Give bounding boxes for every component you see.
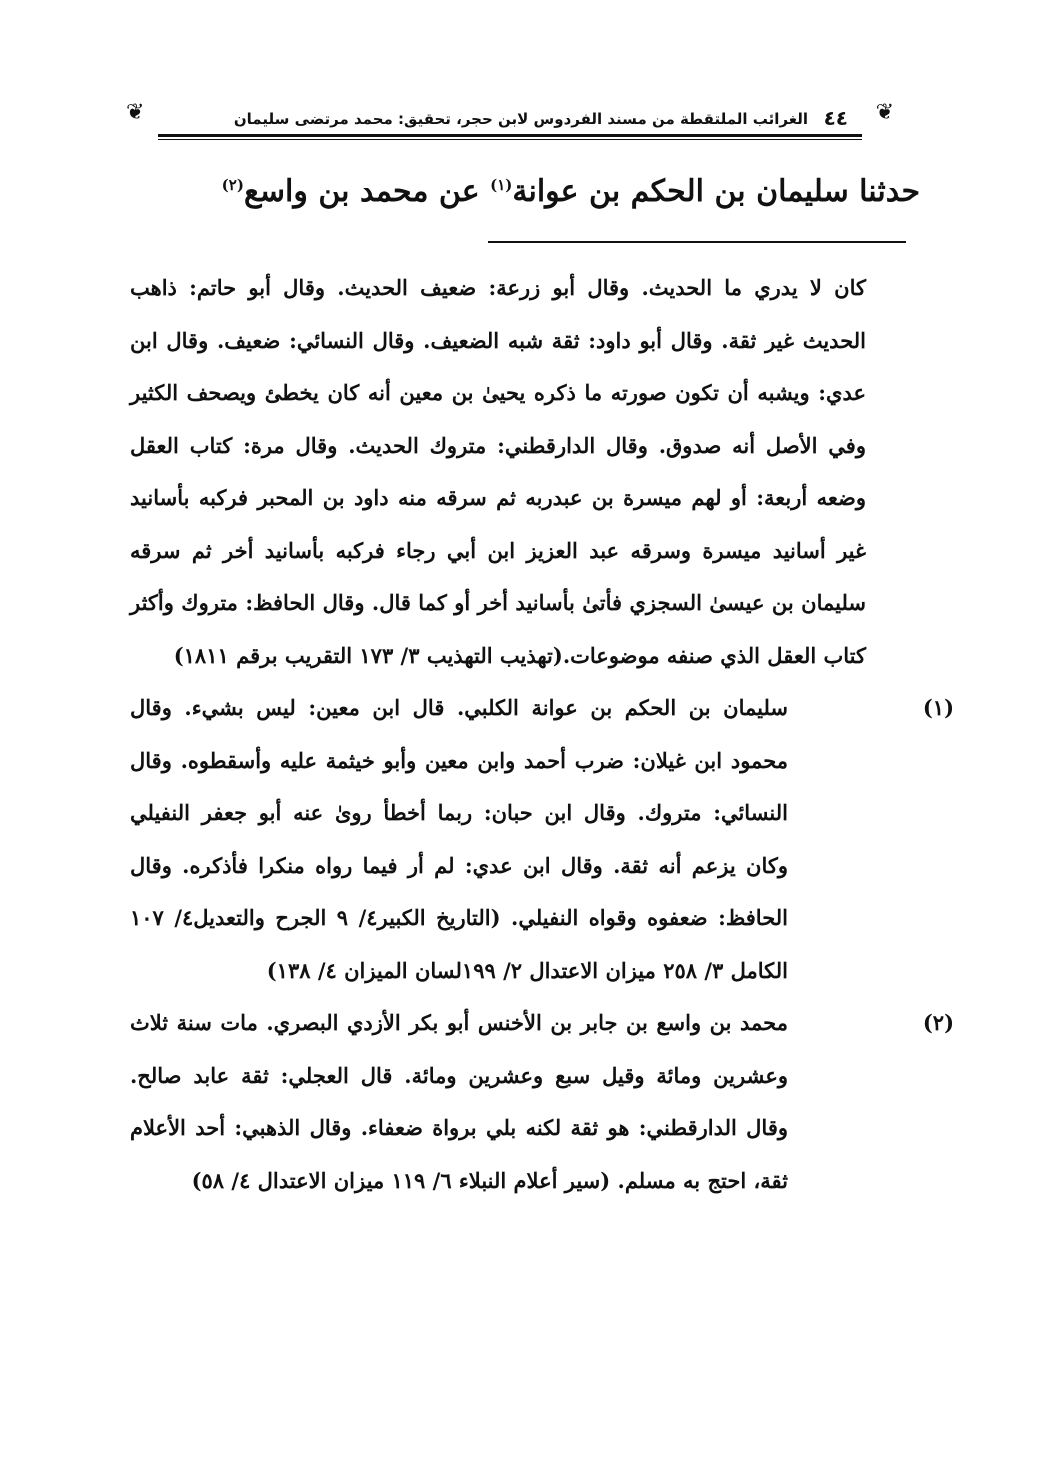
footnote-separator bbox=[488, 241, 906, 243]
footnotes-section bbox=[130, 262, 954, 1207]
page-number: ٤٤ bbox=[823, 106, 848, 130]
main-text-part1: حدثنا سليمان بن الحكم بن عوانة bbox=[512, 174, 920, 209]
main-text-line bbox=[120, 158, 920, 219]
footnote-ref-1[interactable]: (١) bbox=[490, 176, 513, 194]
footnote-continuation: كان لا يدري ما الحديث. وقال أبو زرعة: ضعيف الحديث. وقال أبو حاتم: ذاهب الحديث غير ثقة. وقال أبو داود: ثقة شبه الضعيف. وقال النسائي: ضعيف. وقال ابن عدي: ويشبه أن تكون صورته ما ذكره يحيىٰ بن معين أنه كان يخطئ ويصحف الكثير وفي الأصل أنه صدوق. وقال الدارقطني: متروك الحديث. وقال مرة: كتاب العقل وضعه أربعة: أو لهم ميسرة بن عبدربه ثم سرقه منه داود بن المحبر فركبه بأسانيد غير أسانيد ميسرة وسرقه عبد العزيز ابن أبي رجاء فركبه بأسانيد أخر ثم سرقه سليمان بن عيسىٰ السجزي فأتىٰ بأسانيد أخر أو كما قال. وقال الحافظ: متروك وأكثر كتاب العقل الذي صنفه موضوعات.(تهذيب التهذيب ٣/ ١٧٣ التقريب برقم ١٨١١) bbox=[130, 275, 866, 668]
header-rule-thin bbox=[158, 139, 862, 140]
ornament-left-icon: ❦ bbox=[126, 100, 145, 125]
header-title: الغرائب الملتقطة من مسند الفردوس لابن حجر، تحقيق: محمد مرتضى سليمان bbox=[233, 110, 808, 128]
main-text-part2: عن محمد بن واسع bbox=[243, 174, 491, 209]
footnote-number: (٢) bbox=[922, 1010, 954, 1035]
footnote-ref-2[interactable]: (٢) bbox=[221, 176, 244, 194]
footnote-text: سليمان بن الحكم بن عوانة الكلبي. قال ابن معين: ليس بشيء. وقال محمود ابن غيلان: ضرب أحمد وابن معين وأبو خيثمة عليه وأسقطوه. وقال النسائي: متروك. وقال ابن حبان: ربما أخطأ روىٰ عنه أبو جعفر النفيلي وكان يزعم أنه ثقة. وقال ابن عدي: لم أر فيما رواه منكرا فأذكره. وقال الحافظ: ضعفوه وقواه النفيلي. (التاريخ الكبير٤/ ٩ الجرح والتعديل٤/ ١٠٧ الكامل ٣/ ٢٥٨ ميزان الاعتدال ٢/ ١٩٩لسان الميزان ٤/ ١٣٨) bbox=[130, 695, 788, 983]
footnote-number: (١) bbox=[922, 695, 954, 720]
footnote-2 bbox=[130, 997, 954, 1207]
footnote-text: محمد بن واسع بن جابر بن الأخنس أبو بكر الأزدي البصري. مات سنة ثلاث وعشرين ومائة وقيل سبع وعشرين ومائة. قال العجلي: ثقة عابد صالح. وقال الدارقطني: هو ثقة لكنه بلي برواة ضعفاء. وقال الذهبي: أحد الأعلام ثقة، احتج به مسلم. (سير أعلام النبلاء ٦/ ١١٩ ميزان الاعتدال ٤/ ٥٨) bbox=[130, 1010, 788, 1193]
footnote-1 bbox=[130, 682, 954, 997]
header-rule-thick bbox=[158, 134, 862, 137]
running-header bbox=[126, 96, 894, 142]
ornament-right-icon: ❦ bbox=[875, 100, 894, 125]
